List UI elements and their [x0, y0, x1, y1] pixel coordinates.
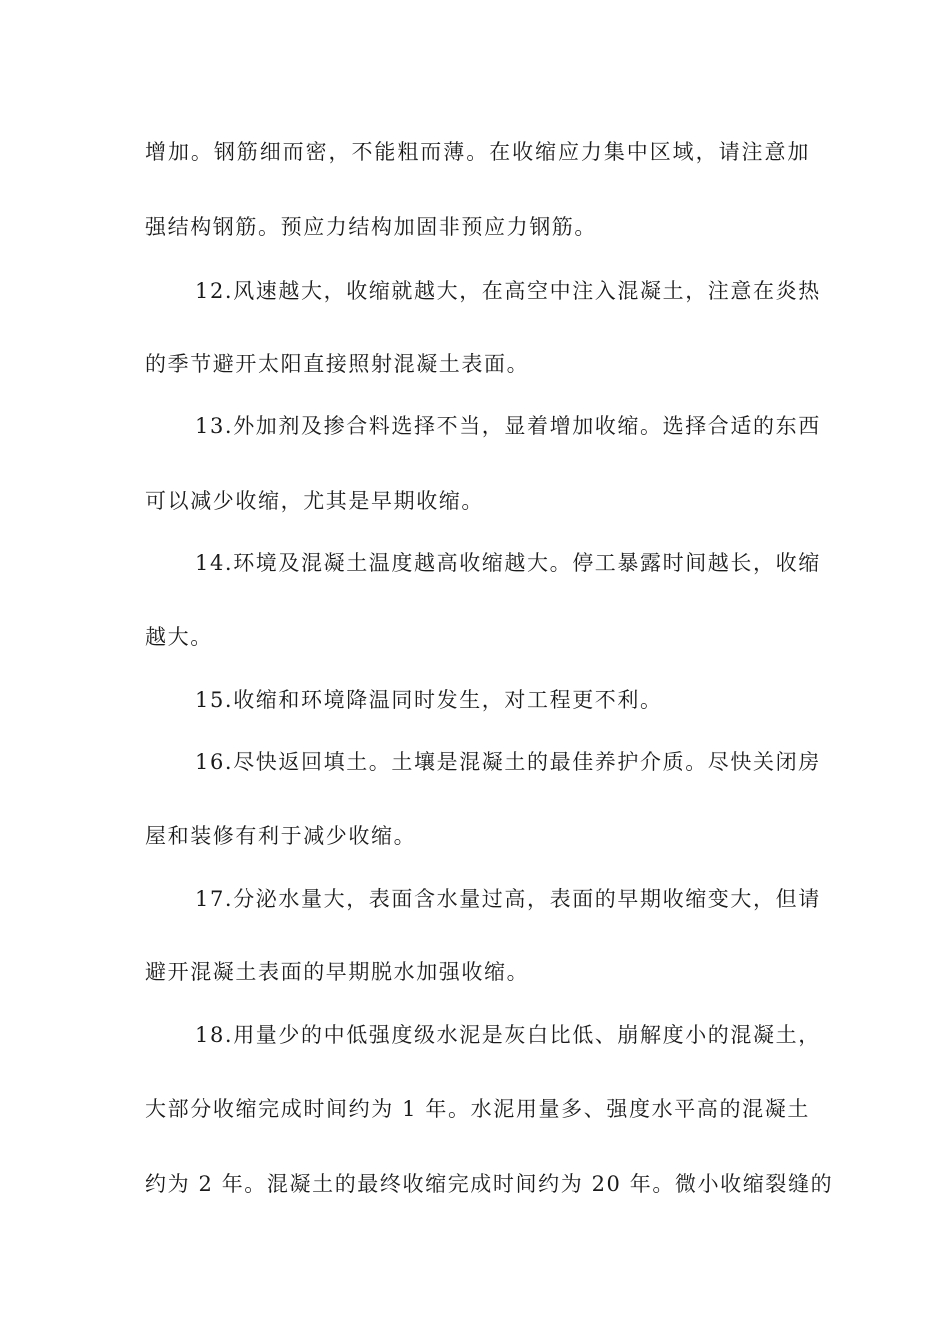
text-line: 可以减少收缩，尤其是早期收缩。 [145, 489, 484, 513]
text-line: 的季节避开太阳直接照射混凝土表面。 [145, 352, 530, 376]
text-line: 18.用量少的中低强度级水泥是灰白比低、崩解度小的混凝土， [195, 1023, 821, 1047]
text-line: 避开混凝土表面的早期脱水加强收缩。 [145, 960, 530, 984]
text-line: 强结构钢筋。预应力结构加固非预应力钢筋。 [145, 215, 597, 239]
text-line: 越大。 [145, 625, 213, 649]
text-line: 16.尽快返回填土。土壤是混凝土的最佳养护介质。尽快关闭房 [195, 750, 821, 774]
text-line: 12.风速越大，收缩就越大，在高空中注入混凝土，注意在炎热 [195, 279, 821, 303]
text-line: 约为 2 年。混凝土的最终收缩完成时间约为 20 年。微小收缩裂缝的 [145, 1172, 834, 1196]
text-line: 增加。钢筋细而密，不能粗而薄。在收缩应力集中区域，请注意加 [145, 140, 810, 164]
text-line: 17.分泌水量大，表面含水量过高，表面的早期收缩变大，但请 [195, 887, 821, 911]
text-line: 屋和装修有利于减少收缩。 [145, 824, 417, 848]
text-line: 15.收缩和环境降温同时发生，对工程更不利。 [195, 688, 663, 712]
text-line: 13.外加剂及掺合料选择不当，显着增加收缩。选择合适的东西 [195, 414, 821, 438]
text-line: 大部分收缩完成时间约为 1 年。水泥用量多、强度水平高的混凝土 [145, 1097, 810, 1121]
text-line: 14.环境及混凝土温度越高收缩越大。停工暴露时间越长，收缩 [195, 551, 821, 575]
